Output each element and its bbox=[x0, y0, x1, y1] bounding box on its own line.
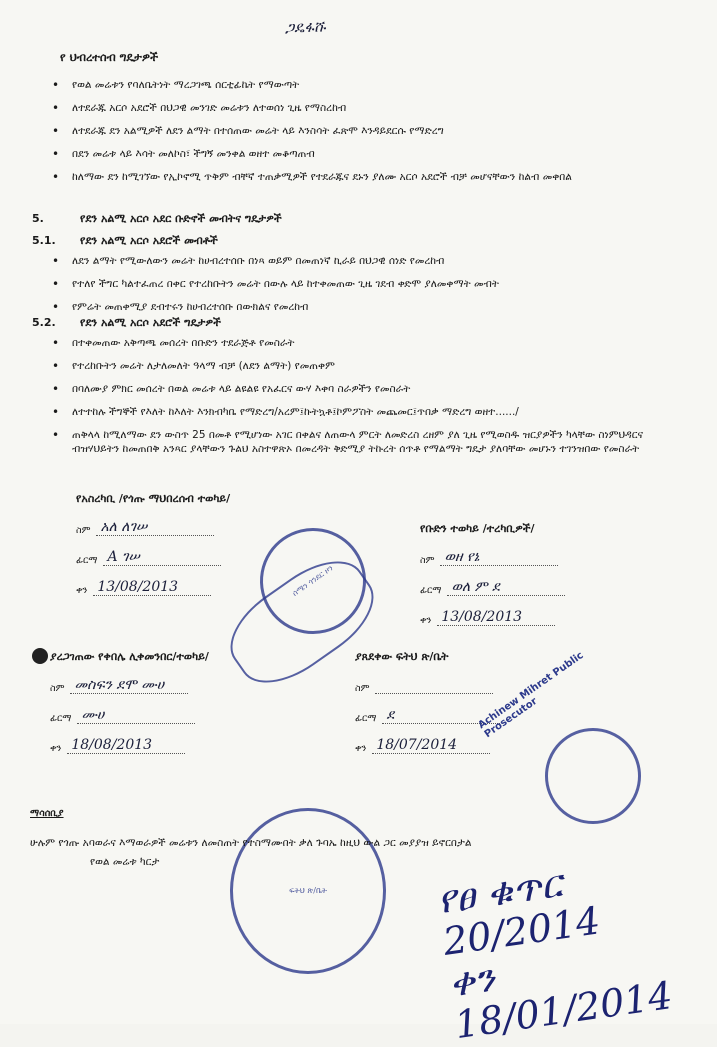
signer-date: 13/08/2013 bbox=[93, 579, 211, 596]
signer-date: 18/07/2014 bbox=[372, 737, 490, 754]
signer-signature: ወለ ም ደ bbox=[447, 579, 565, 596]
list-item: • የተረከቡትን መሬት ለታለመለት ዓላማ ብቻ (ለደን ልማት) የመጠቀም bbox=[52, 359, 692, 373]
community-duties-list bbox=[52, 78, 692, 193]
rights-list bbox=[52, 254, 692, 323]
group-rep-block: የቡድን ተወካይ /ተረካቢዎች/ ስም ወዘ የኔ ፊርማ ወለ ም ደ ቀን 13/08/2013 bbox=[420, 522, 565, 634]
list-item: • በተቀመጠው አቅጣጫ መሰረት በቡድን ተደራጅቶ የመስራት bbox=[52, 336, 692, 350]
ink-dot bbox=[32, 648, 48, 664]
handwritten-header: ጋዴፋሹ bbox=[284, 17, 326, 37]
signer-name: አለ ለገሠ bbox=[96, 519, 214, 536]
list-item: • የተለየ ችግር ካልተፈጠረ በቀር የተረከቡትን መሬት በውሉ ላይ ከተቀመጠው ጊዜ ገደብ ቀድሞ ያለመቀማት መብት bbox=[52, 277, 692, 291]
prosecutor-stamp-text: Achinew Mihret Public Prosecutor bbox=[476, 650, 586, 741]
list-item: • በባለሙያ ምክር መሰረት በወል መሬቱ ላይ ልዩልዩ የአፈርና ውሃ እቀባ ስራዎችን የመስራት bbox=[52, 382, 692, 396]
signer-signature: A ገሠ bbox=[103, 549, 221, 566]
list-item: • የምሬት መጠቀሚያ ደብተሩን ከሀብረተሰቡ በውክልና የመረከብ bbox=[52, 300, 692, 314]
kebele-chair-block: ያረጋገጠው የቀበሌ ሊቀመንበር/ተወካይ/ ስም መስፍን ደሞ ሙሀ ፊርማ ሙሀ ቀን 18/08/2013 bbox=[50, 650, 209, 754]
signer-date: 13/08/2013 bbox=[437, 609, 555, 626]
note-section: ማሳሰቢያ ሁሉም የጎጡ አባወራና እማወራዎች መሬቱን ለመስጠት የተስማሙበት ቃለ ጉባኤ ከዚህ ውል ጋር መያያዝ ይኖርበታል የወል መሬቱ ካርታ bbox=[30, 808, 472, 868]
signer-signature: ሙሀ bbox=[77, 707, 195, 724]
handwritten-annotation: የፀ ቁጥር 20/2014 ቀን 18/01/2014 bbox=[434, 861, 676, 1047]
signer-signature: ደ bbox=[382, 707, 500, 724]
obligations-list bbox=[52, 336, 692, 465]
section-title: የ ህብረተሰብ ግዴታዎች bbox=[60, 50, 159, 64]
community-rep-block: የአስረካቢ /የጎጡ ማህበረሰብ ተወካይ/ ስም አለ ለገሠ ፊርማ A ገሠ ቀን 13/08/2013 bbox=[76, 492, 231, 596]
list-item: • ከለማው ደን ከሚገኘው የኢኮኖሚ ጥቅም ብቸኛ ተጠቃሚዎች የተደራጁና ደኑን ያለሙ አርሶ አደሮች ብቻ መሆናቸውን ከልብ መቀበል bbox=[52, 170, 692, 184]
signer-name: ወዘ የኔ bbox=[440, 549, 558, 566]
bottom-round-seal: ፍትህ ጽ/ቤት bbox=[230, 808, 386, 974]
list-item: • በደን መሬቱ ላይ እሳት መለኮስ፣ ችግኝ መንቀል ወዘተ መቆጣጠብ bbox=[52, 147, 692, 161]
list-item: • ጠቅላላ ከሚለማው ደን ውስጥ 25 በመቶ የሚሆነው አገር በቀልና ለጠውላ ምርት ለመድረስ ረዘም ያለ ጊዜ የሚወስዱ ዝርያዎችን ካላቸው ስነምህዳርና ብዝሃህይትን ከመጠበቅ አንጻር ያላቸውን ጉልህ አስተዋጽኦ በመረዳት ቅድሚያ ትኩረት ሰጥቶ የማልማት ግዴታ ያለባቸው መሆኑን ተገንዝበው የመስራት bbox=[52, 428, 692, 456]
oval-stamp: ሰሜን ጎንደር ዞን bbox=[239, 507, 387, 655]
signer-date: 18/08/2013 bbox=[67, 737, 185, 754]
section-5-1-heading: 5.1. የደን አልሚ አርሶ አደሮች መብቶች bbox=[32, 234, 218, 247]
signer-name: መስፍን ደሞ ሙሀ bbox=[70, 677, 188, 694]
list-item: • ለተደራጁ አርሶ አደሮች በህጋዊ መንገድ መሬቱን ለተወሰነ ጊዜ የማስረከብ bbox=[52, 101, 692, 115]
list-item: • ለተተከሉ ችግኞች የእለት ከእለት እንክብካቤ የማድረግ/አረም፤ኩትኳቶ፤ኮምፖስት መጨመር፤ጥበቃ ማድረግ ወዘተ....../ bbox=[52, 405, 692, 419]
list-item: • ለደን ልማት የሚውለውን መሬት ከሀብረተሰቡ በነጻ ወይም በመጠነኛ ኪራይ በህጋዊ ሰነድ የመረከብ bbox=[52, 254, 692, 268]
section-5-2-heading: 5.2. የደን አልሚ አርሶ አደሮች ግዴታዎች bbox=[32, 316, 221, 329]
justice-office-block: ያጸደቀው ፍትህ ጽ/ቤት ስም ፊርማ ደ ቀን 18/07/2014 bbox=[355, 650, 500, 762]
section-5-heading: 5. የደን አልሚ አርሶ አደር ቡድኖች መብትና ግዴታዎች bbox=[32, 212, 282, 225]
list-item: • የወል መሬቱን የባለቤትነት ማረጋገጫ ሰርቲፊኬት የማውጣት bbox=[52, 78, 692, 92]
signer-name bbox=[375, 693, 493, 694]
list-item: • ለተደራጁ ደን አልሚዎች ለደን ልማት በተሰጠው መሬት ላይ እንስሳት ፈጽሞ እንዳይደርሱ የማድረግ bbox=[52, 124, 692, 138]
round-seal bbox=[545, 728, 641, 824]
